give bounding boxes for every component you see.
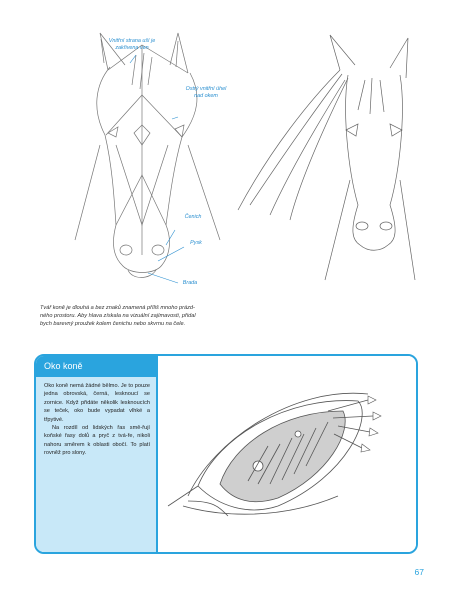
box-title: Oko koně xyxy=(36,356,156,377)
box-illustration xyxy=(156,356,416,552)
annotation-lip: Pysk xyxy=(190,240,202,246)
horse-eye-sketch xyxy=(158,356,418,552)
figure-caption: Tvář koně je dlouhá a bez znaků znamená příliš mnoho prázd- ného prostoru. Aby hlava získala na vizuální zajímavosti, přidal bych barevný proužek kolem čenichu nebo skvrnu na čele. xyxy=(40,305,196,328)
horse-head-sketch xyxy=(70,25,240,290)
box-paragraph-1: Oko koně nemá žádné bělmo. Je to pouze jedna obrovská, černá, lesknoucí se zornice. Když přidáte několik lesknoucích se teček, oko bude vypadat vlhké a třpytivé. xyxy=(44,383,150,423)
page-number: 67 xyxy=(414,567,424,577)
annotation-ear-inner: Vnitřní strana uší je zakřivena ven xyxy=(108,38,156,51)
annotation-chin: Brada xyxy=(182,280,198,286)
annotation-eye-corner: Ostrý vnitřní úhel nad okem xyxy=(185,86,227,99)
horse-portrait-sketch xyxy=(230,30,430,290)
annotation-nostril: Čenich xyxy=(184,214,202,220)
box-paragraph-2: Na rozdíl od lidských řas smě-řují koňské řasy dolů a pryč z tvá-ře, nikoli nahoru směrem k oblasti obočí. To platí rovněž pro slony. xyxy=(44,425,150,457)
sidebar-box xyxy=(34,354,418,554)
box-text xyxy=(44,382,150,458)
